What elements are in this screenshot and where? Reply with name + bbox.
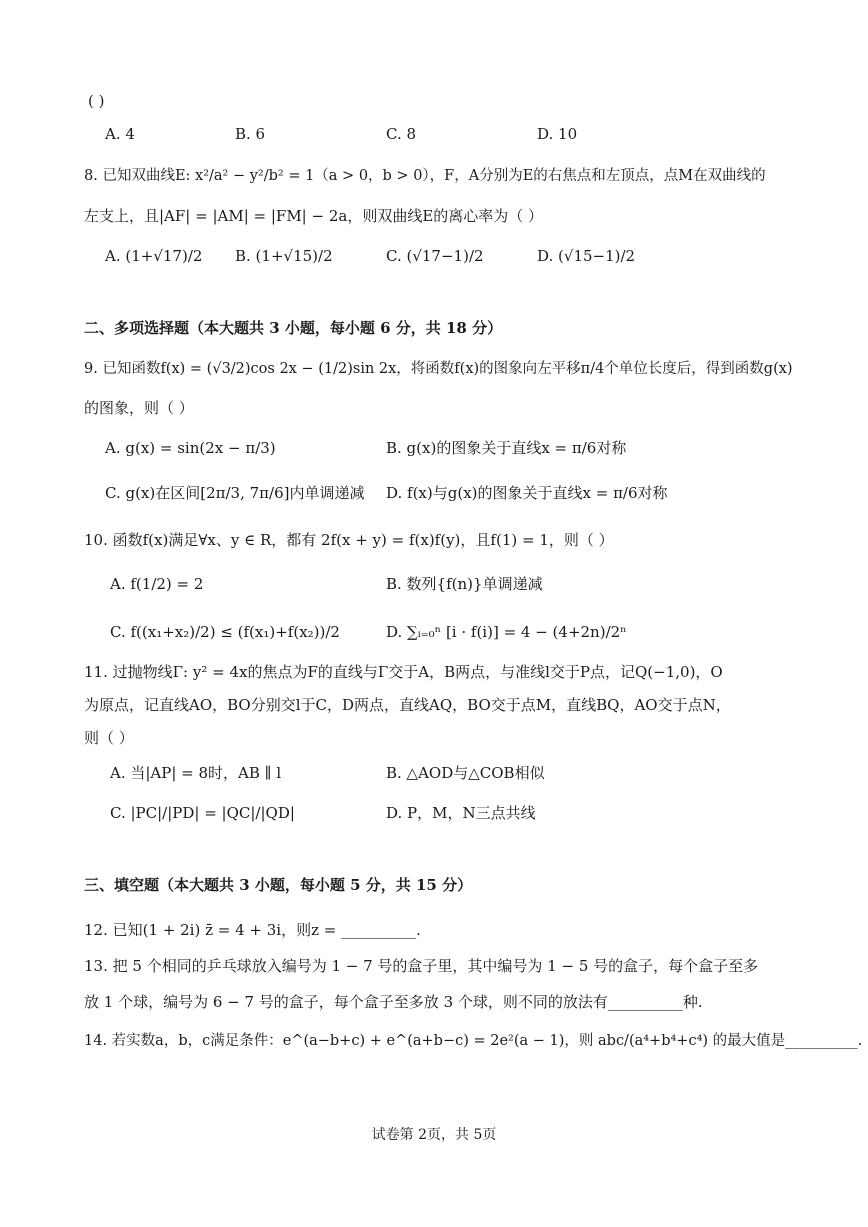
section-multiple-choice-title: 二、多项选择题（本大题共 3 小题，每小题 6 分，共 18 分） [84,319,503,337]
q9-option-b: B. g(x)的图象关于直线x = π/6对称 [386,439,627,457]
q13-stem-line1: 13. 把 5 个相同的乒乓球放入编号为 1 − 7 号的盒子里，其中编号为 1 − 5 号的盒子，每个盒子至多 [84,957,759,975]
q10-option-a: A. f(1/2) = 2 [110,575,204,593]
q7-option-a: A. 4 [105,125,135,143]
q8-option-b: B. (1+√15)/2 [235,247,333,265]
q10-stem: 10. 函数f(x)满足∀x、y ∈ R，都有 2f(x + y) = f(x)f(y)，且f(1) = 1，则（ ） [84,531,614,549]
q8-option-c: C. (√17−1)/2 [386,247,484,265]
q11-option-b: B. △AOD与△COB相似 [386,764,545,782]
q11-stem-line1: 11. 过抛物线Γ: y² = 4x的焦点为F的直线与Γ交于A，B两点，与准线l交于P点，记Q(−1,0)，O [84,663,723,681]
q7-option-c: C. 8 [386,125,417,143]
q11-stem-line2: 为原点，记直线AO，BO分别交l于C，D两点，直线AQ，BO交于点M，直线BQ，AO交于点N， [84,696,731,714]
q8-option-d: D. (√15−1)/2 [537,247,636,265]
q9-option-c: C. g(x)在区间[2π/3, 7π/6]内单调递减 [105,484,365,502]
q9-stem-line1: 9. 已知函数f(x) = (√3/2)cos 2x − (1/2)sin 2x，将函数f(x)的图象向左平移π/4个单位长度后，得到函数g(x) [84,361,793,377]
q11-stem-line3: 则（ ） [84,729,134,747]
q11-option-d: D. P，M，N三点共线 [386,804,536,822]
q10-option-b: B. 数列{f(n)}单调递减 [386,575,543,593]
q8-option-a: A. (1+√17)/2 [105,247,203,265]
q11-option-c: C. |PC|/|PD| = |QC|/|QD| [110,804,295,822]
q9-stem-line2: 的图象，则（ ） [84,399,194,417]
q8-stem-line1: 8. 已知双曲线E: x²/a² − y²/b² = 1（a > 0，b > 0），F，A分别为E的右焦点和左顶点，点M在双曲线的 [84,168,766,184]
q12-stem: 12. 已知(1 + 2i) z̄ = 4 + 3i，则z = __________. [84,921,421,939]
q7-option-d: D. 10 [537,125,578,143]
q10-option-c: C. f((x₁+x₂)/2) ≤ (f(x₁)+f(x₂))/2 [110,623,340,641]
q13-stem-line2: 放 1 个球，编号为 6 − 7 号的盒子，每个盒子至多放 3 个球，则不同的放法有__________种. [84,993,703,1011]
page-footer: 试卷第 2页，共 5页 [371,1127,497,1143]
q8-stem-line2: 左支上，且|AF| = |AM| = |FM| − 2a，则双曲线E的离心率为（ ） [84,207,544,225]
q7-option-b: B. 6 [235,125,266,143]
q14-stem: 14. 若实数a，b，c满足条件：e^(a−b+c) + e^(a+b−c) = 2e²(a − 1)，则 abc/(a⁴+b⁴+c⁴) 的最大值是__________. [84,1033,863,1049]
q9-option-d: D. f(x)与g(x)的图象关于直线x = π/6对称 [386,484,668,502]
q9-option-a: A. g(x) = sin(2x − π/3) [105,439,276,457]
q10-option-d: D. ∑ᵢ₌₀ⁿ [i · f(i)] = 4 − (4+2n)/2ⁿ [386,623,627,641]
q7-answer-bracket: ( ) [88,92,105,110]
q11-option-a: A. 当|AP| = 8时，AB ∥ l [110,764,282,782]
section-fill-in-title: 三、填空题（本大题共 3 小题，每小题 5 分，共 15 分） [84,876,473,894]
